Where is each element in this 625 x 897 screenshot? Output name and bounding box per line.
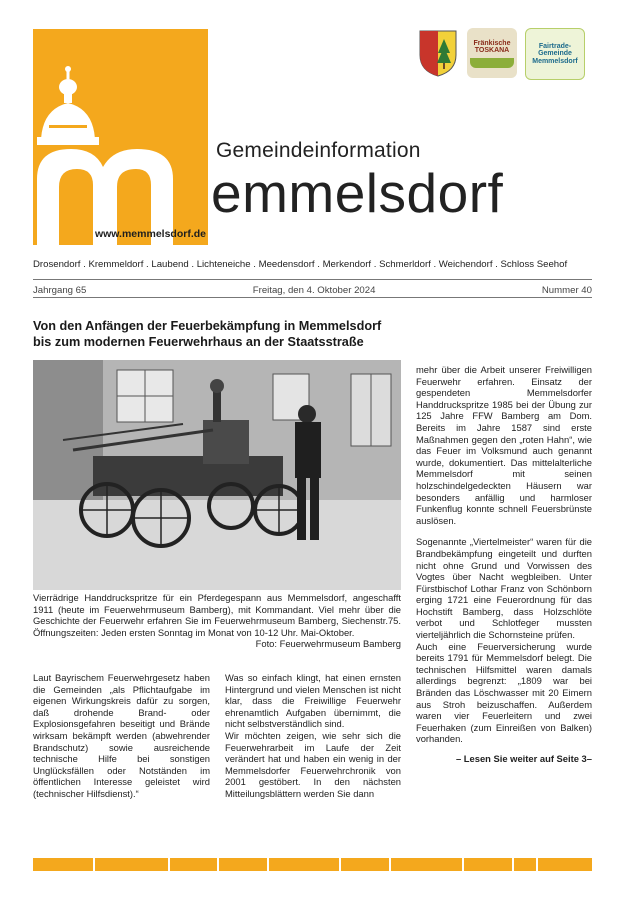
divider [33,279,592,280]
frankische-toskana-icon [467,28,517,78]
photo-credit: Foto: Feuerwehrmuseum Bamberg [255,638,401,650]
article-column-3 [416,364,592,765]
issue-number: Nummer 40 [541,285,592,296]
footer-segment [341,858,389,871]
article-column-2 [225,672,401,805]
paragraph: Was so einfach klingt, hat einen ernsten Hintergrund und vielen Menschen ist nicht klar, dass die Freiwillige Feuerwehr ehrenamtlich Aufgaben übernimmt, die nicht selbstverständlich sind. [225,672,401,730]
paragraph: Wir möchten zeigen, wie sehr sich die Feuerwehrarbeit im Laufe der Zeit verändert hat und haben ein wenig in der Memmelsdorfer Feuerwehrchronik von 2001 gestöbert. In den nächsten Mitteilungsblättern werden Sie dann [225,729,401,799]
paragraph: Laut Bayrischem Feuerwehrgesetz haben die Gemeinden „als Pflichtaufgabe im eigenen Wirkungskreis dafür zu sorgen, daß drohende Brand- oder Explosionsgefahren beseitigt und Brände wirksam bekämpft werden (abwehrender Brandschutz) sowie ausreichende technische Hilfe bei sonstigen Unglücksfällen oder Notständen im öffentlichen Interesse geleistet wird (technischer Hilfsdienst).“ [33,672,210,799]
villages-line: Drosendorf . Kremmeldorf . Laubend . Lichteneiche . Meedensdorf . Merkendorf . Schmerldorf . Weichendorf . Schloss Seehof [33,259,568,270]
article-headline: Von den Anfängen der Feuerbekämpfung in Memmelsdorf bis zum modernen Feuerwehrhaus an der Staatsstraße [33,319,382,349]
paragraph: Auch eine Feuerversicherung wurde bereits 1791 für Memmelsdorf belegt. Die technischen Hilfsmittel waren damals allerdings begrenzt: „1809 war bei Bränden das Löschwasser mit 20 Eimern aus Stroh beizuschaffen. Außerdem waren vier Feuerleitern und zwei Feuerhaken (zum Einreißen von Balken) vorhanden. [416,640,592,745]
footer-segment [33,858,93,871]
footer-segment [391,858,463,871]
paragraph: Sogenannte „Viertelmeister“ waren für die Brandbekämpfung eingeteilt und durften nicht ohne Grund und Vorwissen des Vogtes über Nacht wegbleiben. Unter Fürstbischof Lothar Franz von Schönborn erging 1721 eine Feuerordnung für das Hochstift Bamberg, dass Holzschlöte verbot und Schlotfeger mussten vierteljährlich die Schornsteine prüfen. [416,536,592,641]
website-url[interactable]: www.memmelsdorf.de [94,228,206,240]
footer-segment [269,858,339,871]
issue-year: Jahrgang 65 [33,285,87,296]
footer-segment [170,858,218,871]
church-dome-logo-icon [33,29,208,245]
footer-segment [538,858,592,871]
coat-of-arms-icon [417,28,459,78]
photo-credit-row [33,638,401,650]
continue-link[interactable]: – Lesen Sie weiter auf Seite 3– [455,753,592,764]
fairtrade-gemeinde-icon [525,28,585,80]
issue-meta [33,285,592,296]
footer-decorative-bar [33,858,592,871]
footer-segment [514,858,536,871]
footer-segment [464,858,512,871]
memmelsdorf-logo [33,29,208,245]
paragraph: mehr über die Arbeit unserer Freiwilligen Feuerwehr erfahren. Einsatz der gespendeten Memmelsdorfer Handdruckspritze 1985 bei der Übung zur 125 Jahre FFW Bamberg am Dom. Bereits im Jahre 1587 sind erste Maßnahmen gegen den „roten Hahn“, wie das Feuer im Volksmund auch genannt wurde, dokumentiert. Das mittelalterliche Memmelsdorf mit seinen holzschindelgedeckten Häusern war besonders anfällig und harmloser Funkenflug konnte schnell Feuersbrünste auslösen. [416,364,592,526]
masthead-subtitle: Gemeindeinformation [216,139,421,162]
photo-caption [33,592,401,650]
divider [33,297,592,298]
article-column-1 [33,672,210,805]
masthead-title: emmelsdorf [211,162,504,224]
footer-segment [95,858,168,871]
historic-fire-pump-photo [33,360,401,590]
footer-segment [219,858,267,871]
issue-date: Freitag, den 4. Oktober 2024 [252,285,376,296]
fairtrade-label: Fairtrade-Gemeinde Memmelsdorf [532,42,578,65]
caption-text: Vierrädrige Handdruckspritze für ein Pferdegespann aus Memmelsdorf, angeschafft 1911 (heute im Feuerwehrmuseum Bamberg), mit Kommandant. Viel mehr über die Geschichte der Feuerwehr erfahren Sie im Feuerwehrmuseum Bamberg, Siechenstr.75. Öffnungszeiten: Jeden ersten Sonntag im Monat von 10-12 Uhr. Mai-Oktober. [33,592,401,638]
toskana-label: Fränkische TOSKANA [473,39,511,54]
partner-badges [417,28,585,80]
